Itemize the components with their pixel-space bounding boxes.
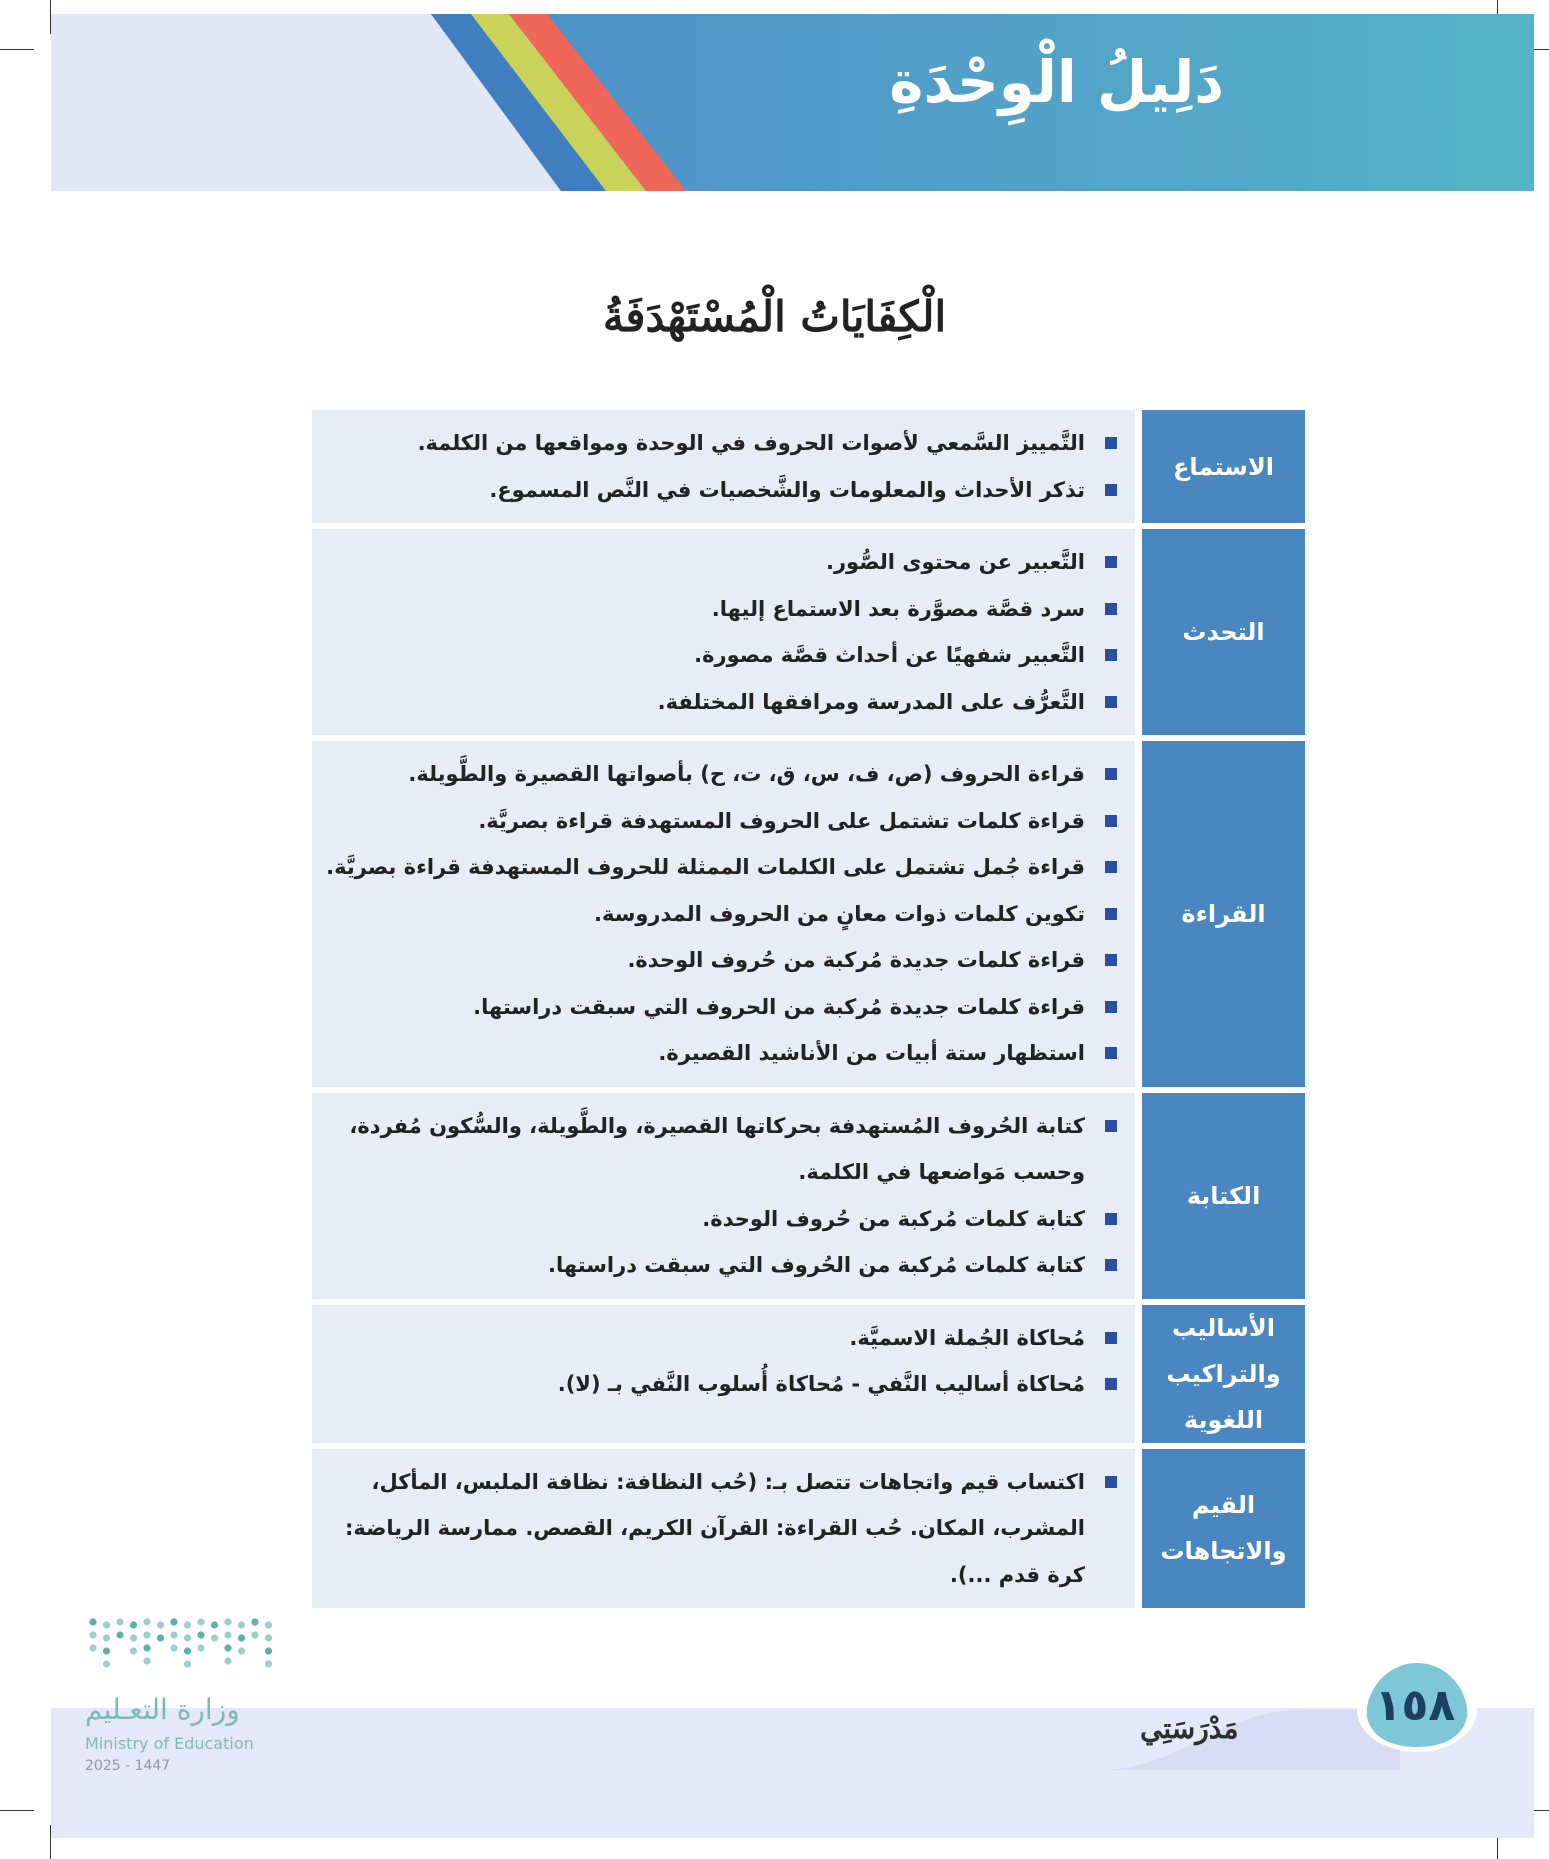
competency-items [312, 529, 1135, 735]
list-item-text: قراءة كلمات جديدة مُركبة من الحروف التي سبقت دراستها. [473, 994, 1085, 1019]
list-item [324, 798, 1117, 845]
ministry-year: 2025 - 1447 [85, 1758, 171, 1774]
square-bullet-icon [1105, 1047, 1117, 1059]
competencies-table [312, 410, 1305, 1614]
list-item [324, 1361, 1117, 1408]
logo-dot [197, 1618, 204, 1625]
square-bullet-icon [1105, 1120, 1117, 1132]
list-item [324, 679, 1117, 726]
logo-dot [197, 1631, 204, 1638]
logo-dot [197, 1644, 204, 1651]
logo-dot [184, 1621, 191, 1628]
logo-dot [224, 1631, 231, 1638]
square-bullet-icon [1105, 908, 1117, 920]
square-bullet-icon [1105, 603, 1117, 615]
logo-dot [130, 1634, 137, 1641]
list-item-text: استظهار ستة أبيات من الأناشيد القصيرة. [658, 1041, 1085, 1065]
logo-dot [224, 1644, 231, 1651]
logo-dot [170, 1618, 177, 1625]
list-item-text: تكوين كلمات ذوات معانٍ من الحروف المدروسة. [594, 901, 1085, 926]
square-bullet-icon [1105, 861, 1117, 873]
square-bullet-icon [1105, 1213, 1117, 1225]
logo-dot [103, 1647, 110, 1654]
competency-category: القيم والاتجاهات [1135, 1449, 1305, 1609]
list-item [324, 539, 1117, 586]
logo-dot [238, 1621, 245, 1628]
logo-dot [211, 1634, 218, 1641]
logo-dot [265, 1621, 272, 1628]
page-number: ١٥٨ [1374, 1680, 1456, 1731]
list-item [324, 984, 1117, 1031]
ministry-logo-dots [85, 1612, 285, 1682]
list-item [324, 1315, 1117, 1362]
list-item-text: قراءة كلمات جديدة مُركبة من حُروف الوحدة. [627, 948, 1085, 972]
square-bullet-icon [1105, 437, 1117, 449]
logo-dot [143, 1657, 150, 1664]
list-item-text: اكتساب قيم واتجاهات تتصل بـ: (حُب النظافة: نظافة الملبس، المأكل، المشرب، المكان. حُب القراءة: القرآن الكريم، القصص. ممارسة الرياضة: كرة قدم ...). [344, 1469, 1085, 1587]
logo-dot [170, 1631, 177, 1638]
list-item [324, 1030, 1117, 1077]
square-bullet-icon [1105, 649, 1117, 661]
competency-items [312, 1449, 1135, 1609]
logo-dot [89, 1644, 96, 1651]
banner-stripes [51, 14, 1534, 191]
competency-category: القراءة [1135, 741, 1305, 1087]
list-item [324, 937, 1117, 984]
list-item [324, 751, 1117, 798]
square-bullet-icon [1105, 768, 1117, 780]
logo-dot [103, 1634, 110, 1641]
logo-dot [224, 1657, 231, 1664]
competency-row [312, 741, 1305, 1087]
logo-dot [265, 1647, 272, 1654]
logo-dot [251, 1631, 258, 1638]
competency-items [312, 741, 1135, 1087]
list-item [324, 1103, 1117, 1196]
list-item-text: كتابة الحُروف المُستهدفة بحركاتها القصيرة، والطَّويلة، والسُّكون مُفردة، وحسب مَواضعها في الكلمة. [349, 1113, 1085, 1184]
logo-dot [184, 1634, 191, 1641]
logo-dot [211, 1621, 218, 1628]
logo-dot [265, 1634, 272, 1641]
header-banner [51, 14, 1534, 191]
list-item-text: مُحاكاة الجُملة الاسميَّة. [849, 1325, 1085, 1350]
logo-dot [238, 1634, 245, 1641]
list-item-text: سرد قصَّة مصوَّرة بعد الاستماع إليها. [711, 596, 1085, 621]
list-item [324, 1196, 1117, 1243]
logo-dot [103, 1660, 110, 1667]
logo-dot [143, 1644, 150, 1651]
brand-logo-text: مَدْرَسَتِي [1140, 1712, 1239, 1745]
logo-dot [116, 1618, 123, 1625]
square-bullet-icon [1105, 484, 1117, 496]
list-item [324, 1459, 1117, 1599]
list-item [324, 844, 1117, 891]
page-title: دَلِيلُ الْوِحْدَةِ [889, 48, 1224, 116]
square-bullet-icon [1105, 815, 1117, 827]
logo-dot [157, 1634, 164, 1641]
list-item [324, 1242, 1117, 1289]
list-item [324, 586, 1117, 633]
list-item-text: تذكر الأحداث والمعلومات والشَّخصيات في النَّص المسموع. [489, 477, 1085, 502]
logo-dot [89, 1618, 96, 1625]
logo-dot [143, 1631, 150, 1638]
list-item-text: التَّمييز السَّمعي لأصوات الحروف في الوحدة ومواقعها من الكلمة. [417, 431, 1085, 455]
logo-dot [143, 1618, 150, 1625]
competency-row [312, 1093, 1305, 1299]
logo-dot [251, 1618, 258, 1625]
list-item-text: قراءة كلمات تشتمل على الحروف المستهدفة قراءة بصريَّة. [478, 808, 1085, 833]
competency-category: الأساليب والتراكيب اللغوية [1135, 1305, 1305, 1443]
logo-dot [157, 1621, 164, 1628]
square-bullet-icon [1105, 1378, 1117, 1390]
logo-dot [130, 1621, 137, 1628]
list-item-text: كتابة كلمات مُركبة من الحُروف التي سبقت دراستها. [547, 1253, 1085, 1277]
list-item-text: مُحاكاة أساليب النَّفي - مُحاكاة أُسلوب النَّفي بـ (لا). [557, 1372, 1085, 1396]
square-bullet-icon [1105, 696, 1117, 708]
ministry-name-english: Ministry of Education [85, 1734, 254, 1753]
list-item [324, 891, 1117, 938]
competency-row [312, 1449, 1305, 1609]
competency-row [312, 1305, 1305, 1443]
competency-row [312, 410, 1305, 523]
competency-items [312, 1305, 1135, 1443]
section-title: الْكِفَايَاتُ الْمُسْتَهْدَفَةُ [602, 292, 947, 341]
competency-row [312, 529, 1305, 735]
logo-dot [238, 1647, 245, 1654]
logo-dot [184, 1660, 191, 1667]
square-bullet-icon [1105, 1259, 1117, 1271]
list-item-text: التَّعبير شفهيًا عن أحداث قصَّة مصورة. [694, 643, 1085, 667]
logo-dot [103, 1621, 110, 1628]
competency-items [312, 410, 1135, 523]
ministry-name-arabic: وزارة التعـليم [85, 1693, 240, 1726]
crop-mark [0, 1810, 34, 1811]
logo-dot [89, 1631, 96, 1638]
square-bullet-icon [1105, 1332, 1117, 1344]
list-item-text: التَّعبير عن محتوى الصُّور. [825, 550, 1085, 574]
competency-category: الاستماع [1135, 410, 1305, 523]
list-item-text: كتابة كلمات مُركبة من حُروف الوحدة. [702, 1206, 1085, 1231]
competency-items [312, 1093, 1135, 1299]
crop-mark [0, 49, 34, 50]
logo-dot [224, 1618, 231, 1625]
competency-category: التحدث [1135, 529, 1305, 735]
list-item-text: قراءة الحروف (ص، ف، س، ق، ت، ح) بأصواتها القصيرة والطَّويلة. [408, 762, 1085, 786]
competency-category: الكتابة [1135, 1093, 1305, 1299]
list-item-text: التَّعرُّف على المدرسة ومرافقها المختلفة. [657, 689, 1085, 714]
square-bullet-icon [1105, 1476, 1117, 1488]
logo-dot [184, 1647, 191, 1654]
square-bullet-icon [1105, 1001, 1117, 1013]
logo-dot [265, 1660, 272, 1667]
list-item [324, 632, 1117, 679]
list-item [324, 420, 1117, 467]
logo-dot [170, 1644, 177, 1651]
logo-dot [116, 1631, 123, 1638]
square-bullet-icon [1105, 556, 1117, 568]
logo-dot [130, 1647, 137, 1654]
list-item [324, 467, 1117, 514]
square-bullet-icon [1105, 954, 1117, 966]
list-item-text: قراءة جُمل تشتمل على الكلمات الممثلة للحروف المستهدفة قراءة بصريَّة. [326, 855, 1085, 879]
